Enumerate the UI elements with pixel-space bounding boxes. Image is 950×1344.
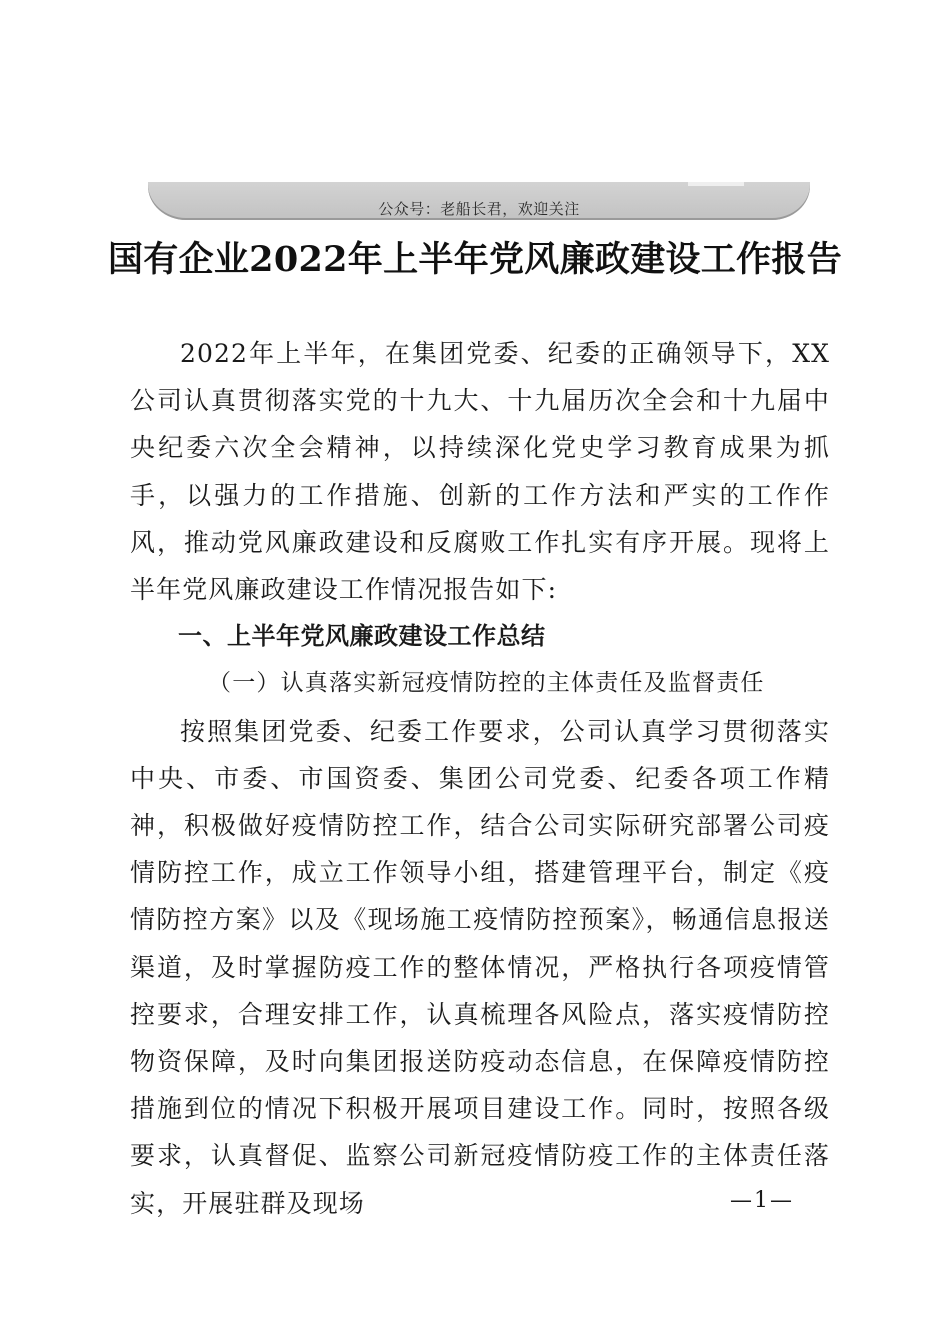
page-number: —1—	[730, 1188, 794, 1213]
body-paragraph: 按照集团党委、纪委工作要求，公司认真学习贯彻落实中央、市委、市国资委、集团公司党委、纪委各项工作精神，积极做好疫情防控工作，结合公司实际研究部署公司疫情防控工作，成立工作领导小组，搭建管理平台，制定《疫情防控方案》以及《现场施工疫情防控预案》，畅通信息报送渠道，及时掌握防疫工作的整体情况，严格执行各项疫情管控要求，合理安排工作，认真梳理各风险点，落实疫情防控物资保障，及时向集团报送防疫动态信息，在保障疫情防控措施到位的情况下积极开展项目建设工作。同时，按照各级要求，认真督促、监察公司新冠疫情防疫工作的主体责任落实，开展驻群及现场	[130, 716, 830, 1218]
banner-text: 公众号：老船长君，欢迎关注	[378, 200, 580, 218]
document-body	[130, 330, 830, 1227]
banner-notch	[688, 182, 744, 186]
header-banner	[148, 182, 810, 220]
intro-paragraph: 2022年上半年，在集团党委、纪委的正确领导下，XX公司认真贯彻落实党的十九大、十九届历次全会和十九届中央纪委六次全会精神，以持续深化党史学习教育成果为抓手，以强力的工作措施、创新的工作方法和严实的工作作风，推动党风廉政建设和反腐败工作扎实有序开展。现将上半年党风廉政建设工作情况报告如下:	[130, 339, 830, 605]
subsection-heading: （一）认真落实新冠疫情防控的主体责任及监督责任	[208, 670, 765, 697]
document-title: 国有企业2022年上半年党风廉政建设工作报告	[107, 239, 842, 280]
section-heading: 一、上半年党风廉政建设工作总结	[178, 622, 546, 651]
